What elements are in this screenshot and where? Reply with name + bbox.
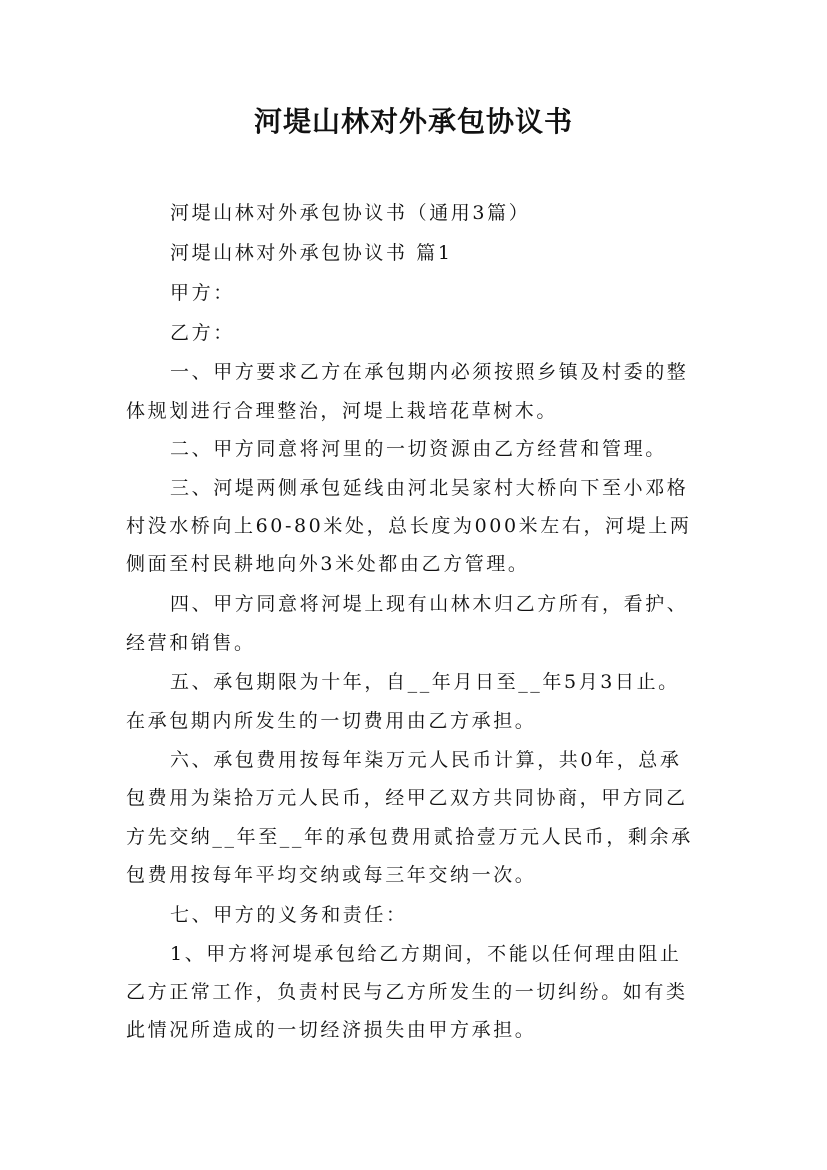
paragraph-line: 侧面至村民耕地向外3米处都由乙方管理。: [126, 553, 530, 575]
paragraph-line: 六、承包费用按每年柒万元人民币计算，共0年，总承: [170, 749, 682, 771]
paragraph-line: 乙方正常工作，负责村民与乙方所发生的一切纠纷。如有类: [126, 981, 688, 1003]
paragraph-line: 二、甲方同意将河里的一切资源由乙方经营和管理。: [170, 438, 667, 460]
section-heading: 河堤山林对外承包协议书 篇1: [170, 242, 453, 264]
paragraph-line: 包费用为柒拾万元人民币，经甲乙双方共同协商，甲方同乙: [126, 787, 688, 809]
document-title: 河堤山林对外承包协议书: [253, 105, 573, 138]
paragraph-line: 经营和销售。: [126, 632, 256, 654]
paragraph-line: 七、甲方的义务和责任：: [170, 904, 408, 926]
subtitle-line: 河堤山林对外承包协议书（通用3篇）: [170, 202, 531, 224]
paragraph-line: 方先交纳__年至__年的承包费用贰拾壹万元人民币，剩余承: [126, 826, 693, 848]
paragraph-line: 在承包期内所发生的一切费用由乙方承担。: [126, 710, 537, 732]
paragraph-line: 四、甲方同意将河堤上现有山林木归乙方所有，看护、: [170, 593, 689, 615]
paragraph-line: 一、甲方要求乙方在承包期内必须按照乡镇及村委的整: [170, 361, 689, 383]
paragraph-line: 三、河堤两侧承包延线由河北吴家村大桥向下至小邓格: [170, 477, 689, 499]
paragraph-line: 五、承包期限为十年，自__年月日至__年5月3日止。: [170, 671, 680, 693]
paragraph-line: 村没水桥向上60-80米处，总长度为000米左右，河堤上两: [126, 515, 692, 537]
paragraph-line: 体规划进行合理整治，河堤上栽培花草树木。: [126, 400, 559, 422]
paragraph-line: 包费用按每年平均交纳或每三年交纳一次。: [126, 864, 537, 886]
paragraph-line: 此情况所造成的一切经济损失由甲方承担。: [126, 1019, 537, 1041]
paragraph-line: 1、甲方将河堤承包给乙方期间，不能以任何理由阻止: [170, 943, 682, 965]
party-b-line: 乙方：: [170, 322, 235, 344]
party-a-line: 甲方：: [170, 282, 235, 304]
